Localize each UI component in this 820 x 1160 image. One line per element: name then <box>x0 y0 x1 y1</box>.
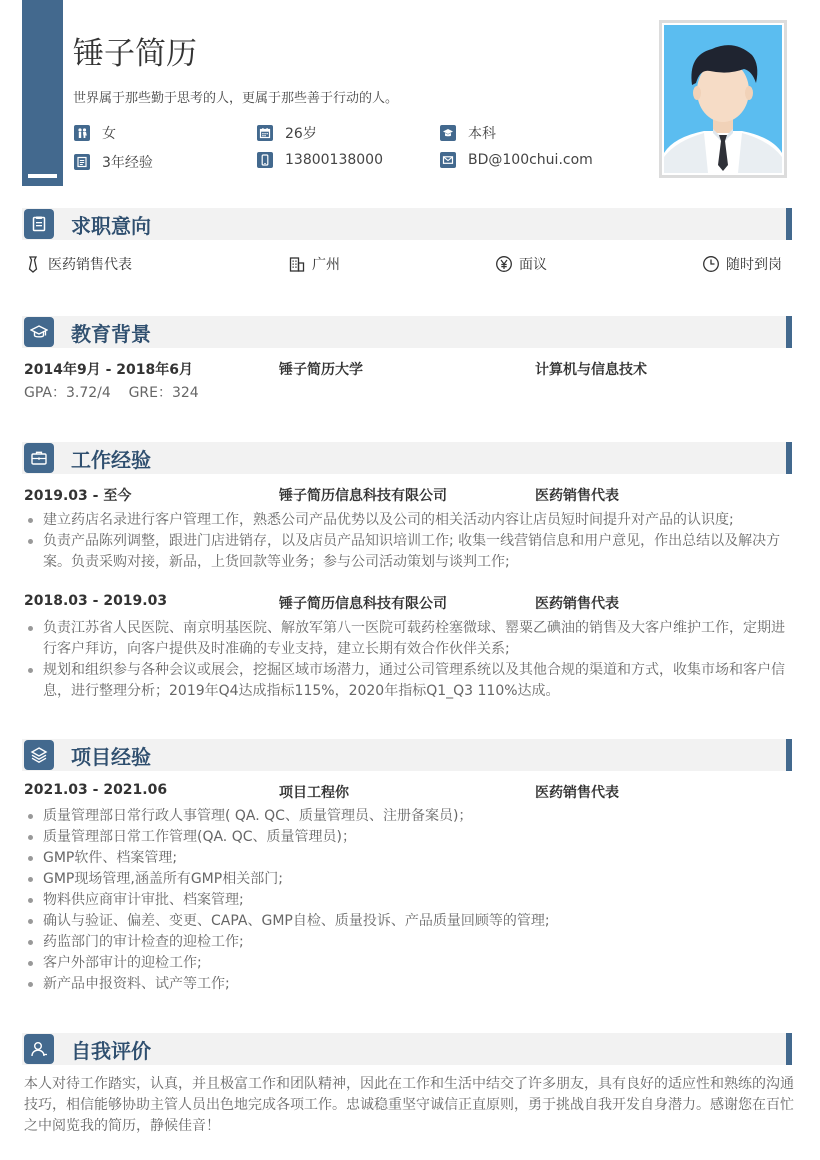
yen-icon <box>495 255 513 273</box>
user-icon <box>24 1034 54 1064</box>
info-gender <box>74 123 116 143</box>
list-item: 建立药店名录进行客户管理工作，熟悉公司产品优势以及公司的相关活动内容让店员短时间提升对产品的认识度; <box>22 510 796 531</box>
intent-availability <box>702 254 782 274</box>
clock-icon <box>702 255 720 273</box>
education-scores: GPA：3.72/4 GRE：324 <box>24 385 199 401</box>
section-intent-header <box>22 208 792 240</box>
intent-position <box>24 254 132 274</box>
info-phone-value[interactable]: 13800138000 <box>285 152 383 168</box>
work-company: 锤子简历信息科技有限公司 <box>279 488 447 504</box>
self-evaluation-text: 本人对待工作踏实，认真，并且极富工作和团队精神，因此在工作和生活中结交了许多朋友，具有良好的适应性和熟练的沟通技巧，相信能够协助主管人员出色地完成各项工作。忠诚稳重坚守诚信正直原则，勇于挑战自我开发自身潜力。感谢您在百忙之中阅览我的简历，静候佳音！ <box>24 1076 794 1134</box>
email-icon <box>440 152 456 168</box>
section-project-title: 项目经验 <box>71 745 151 769</box>
profile-photo <box>659 20 787 178</box>
section-end-bar <box>786 1033 792 1065</box>
document-icon <box>24 209 54 239</box>
layers-icon <box>24 740 54 770</box>
list-item: 物料供应商审计审批、档案管理; <box>22 890 796 911</box>
section-education-header <box>22 316 792 348</box>
intent-salary <box>495 254 547 274</box>
section-education-title: 教育背景 <box>71 322 151 346</box>
list-item: 药监部门的审计检查的迎检工作; <box>22 932 796 953</box>
info-degree <box>440 123 496 143</box>
list-item: 客户外部审计的迎检工作; <box>22 953 796 974</box>
project-list <box>22 806 796 995</box>
graduation-icon <box>440 125 456 141</box>
intent-salary-value: 面议 <box>519 257 547 273</box>
section-work-title: 工作经验 <box>71 448 151 472</box>
intent-position-value: 医药销售代表 <box>48 257 132 273</box>
gender-icon <box>74 125 90 141</box>
section-end-bar <box>786 442 792 474</box>
section-self-header <box>22 1033 792 1065</box>
info-phone <box>257 152 383 168</box>
work-role: 医药销售代表 <box>535 596 619 612</box>
section-self-title: 自我评价 <box>71 1039 151 1063</box>
briefcase-icon <box>24 443 54 473</box>
project-role: 医药销售代表 <box>535 785 619 801</box>
list-item: 质量管理部日常行政人事管理( QA. QC、质量管理员、注册备案员)； <box>22 806 796 827</box>
list-item: 负责江苏省人民医院、南京明基医院、解放军第八一医院可载药栓塞微球、罂粟乙碘油的销售及大客户维护工作，定期进行客户拜访，向客户提供及时准确的专业支持，建立长期有效合作伙伴关系; <box>22 618 796 660</box>
tie-icon <box>24 255 42 273</box>
document-icon <box>74 154 90 170</box>
work-company: 锤子简历信息科技有限公司 <box>279 596 447 612</box>
list-item: GMP软件、档案管理; <box>22 848 796 869</box>
building-icon <box>288 255 306 273</box>
project-period: 2021.03 - 2021.06 <box>24 782 168 798</box>
education-major: 计算机与信息技术 <box>535 362 647 378</box>
info-gender-value: 女 <box>102 126 116 142</box>
section-work-header <box>22 442 792 474</box>
intent-city <box>288 254 340 274</box>
work-list-2 <box>22 618 796 702</box>
work-period: 2019.03 - 至今 <box>24 488 132 504</box>
phone-icon <box>257 152 273 168</box>
graduation-icon <box>24 317 54 347</box>
calendar-icon <box>257 125 273 141</box>
work-period: 2018.03 - 2019.03 <box>24 593 168 609</box>
avatar <box>664 25 782 173</box>
section-end-bar <box>786 739 792 771</box>
section-intent-title: 求职意向 <box>71 214 151 238</box>
list-item: 质量管理部日常工作管理(QA. QC、质量管理员)； <box>22 827 796 848</box>
section-project-header <box>22 739 792 771</box>
info-email-value[interactable]: BD@100chui.com <box>468 152 593 168</box>
work-list-1 <box>22 510 796 573</box>
info-experience-value: 3年经验 <box>102 155 153 171</box>
info-age-value: 26岁 <box>285 126 317 142</box>
list-item: GMP现场管理,涵盖所有GMP相关部门; <box>22 869 796 890</box>
list-item: 新产品申报资料、试产等工作; <box>22 974 796 995</box>
list-item: 规划和组织参与各种会议或展会，挖掘区域市场潜力，通过公司管理系统以及其他合规的渠道和方式，收集市场和客户信息，进行整理分析；2019年Q4达成指标115%，2020年指标Q1_Q3 110%达成。 <box>22 660 796 702</box>
project-name: 项目工程你 <box>279 785 349 801</box>
education-period: 2014年9月 - 2018年6月 <box>24 362 193 378</box>
info-degree-value: 本科 <box>468 126 496 142</box>
resume-name: 锤子简历 <box>73 36 197 72</box>
section-end-bar <box>786 316 792 348</box>
list-item: 确认与验证、偏差、变更、CAPA、GMP自检、质量投诉、产品质量回顾等的管理; <box>22 911 796 932</box>
side-accent-bar <box>28 174 57 178</box>
side-accent-tab <box>22 0 63 186</box>
education-school: 锤子简历大学 <box>279 362 363 378</box>
resume-motto: 世界属于那些勤于思考的人，更属于那些善于行动的人。 <box>73 91 399 106</box>
section-end-bar <box>786 208 792 240</box>
intent-availability-value: 随时到岗 <box>726 257 782 273</box>
info-email <box>440 152 593 168</box>
info-age <box>257 123 317 143</box>
info-experience <box>74 152 153 172</box>
list-item: 负责产品陈列调整，跟进门店进销存，以及店员产品知识培训工作; 收集一线营销信息和用户意见，作出总结以及解决方案。负责采购对接，新品，上货回款等业务；参与公司活动策划与谈判工作; <box>22 531 796 573</box>
intent-city-value: 广州 <box>312 257 340 273</box>
work-role: 医药销售代表 <box>535 488 619 504</box>
